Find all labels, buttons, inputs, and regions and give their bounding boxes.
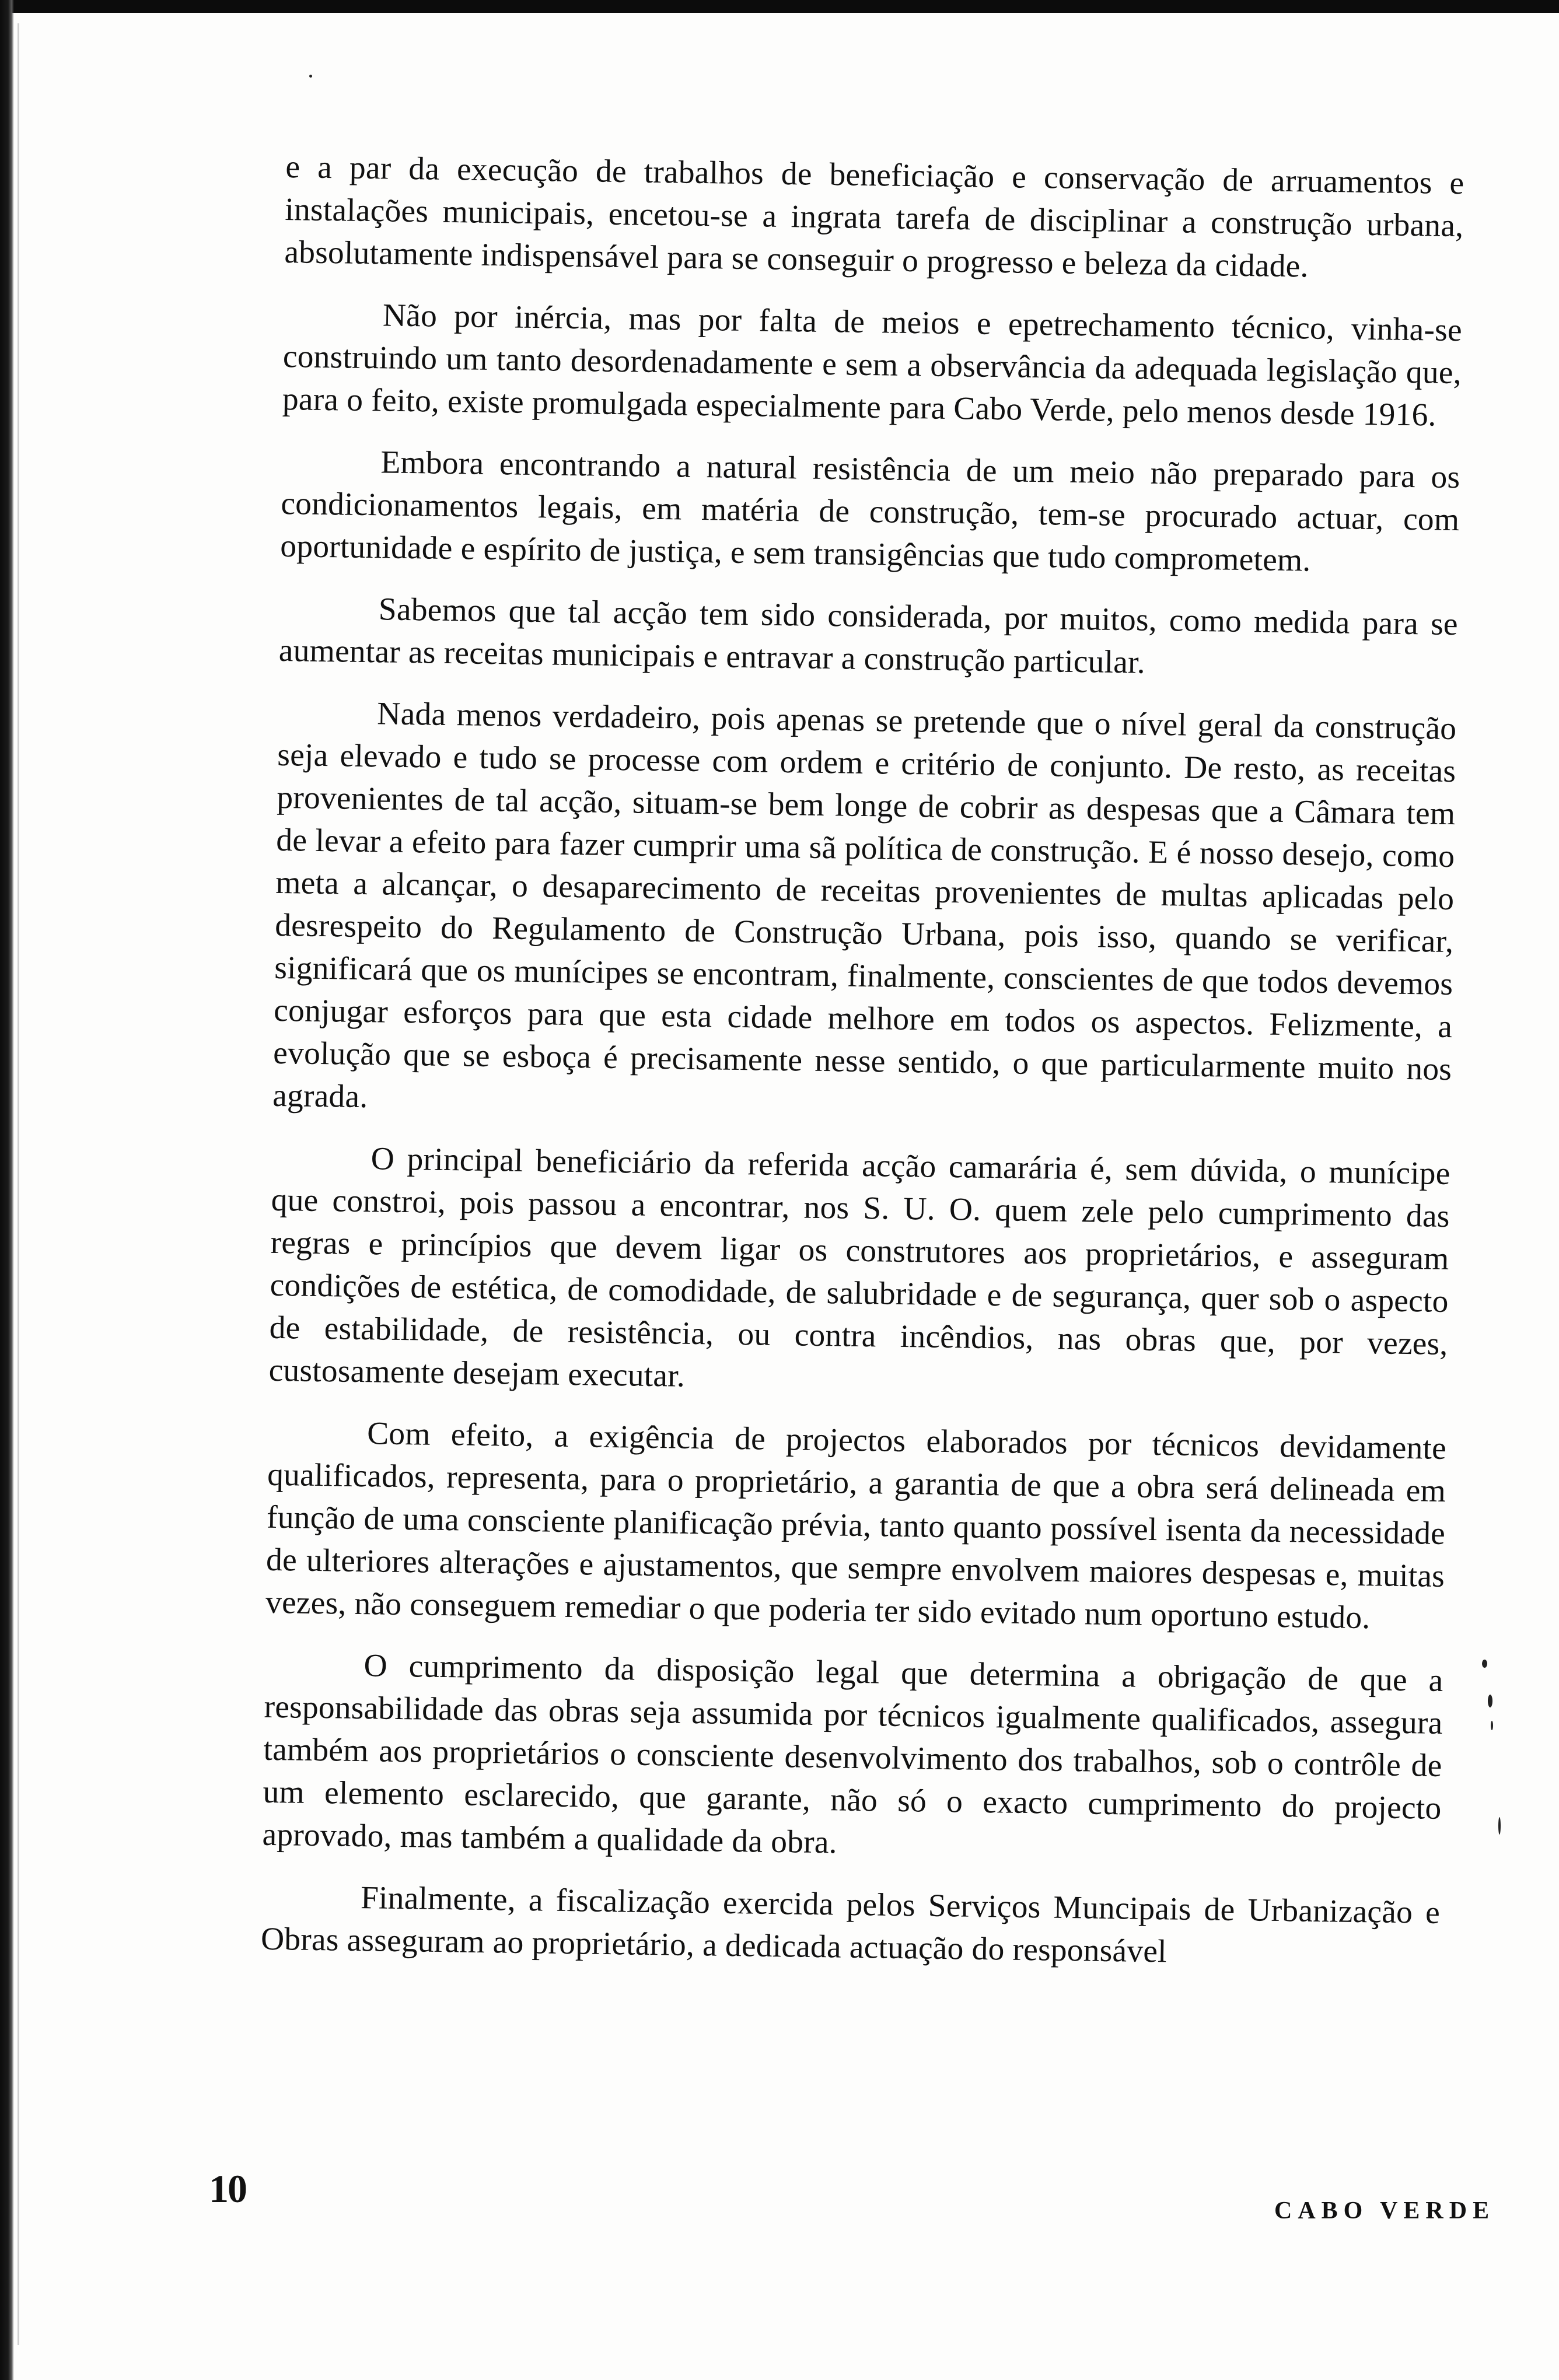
scan-speck: [1491, 1721, 1493, 1730]
scan-speck: [1498, 1817, 1501, 1835]
paragraph: Não por inércia, mas por falta de meios e epetrechamento técnico, vinha-se construindo um tanto desordenadamente e sem a observância da adequada legislação que, para o feito, existe promulgada especialmente para Cabo Verde, pelo menos desde 1916.: [282, 298, 1463, 433]
paragraph: O principal beneficiário da referida acção camarária é, sem dúvida, o munícipe que constroi, pois passou a encontrar, nos S. U. O. quem zele pelo cumprimento das regras e princípios que devem ligar os construtores aos proprietários, e asseguram condições de estética, de comodidade, de salubridade e de segurança, quer sob o aspecto de estabilidade, de resistência, ou contra incêndios, nas obras que, por vezes, custosamente desejam executar.: [268, 1141, 1451, 1394]
article-body: [260, 146, 1464, 1996]
running-title: CABO VERDE: [1274, 2197, 1495, 2224]
scan-speck: [1488, 1695, 1492, 1707]
paragraph: Sabemos que tal acção tem sido considerada, por muitos, como medida para se aumentar as receitas municipais e entravar a construção particular.: [278, 592, 1459, 681]
paragraph: Com efeito, a exigência de projectos elaborados por técnicos devidamente qualificados, representa, para o proprietário, a garantia de que a obra será delineada em função de uma consciente planificação prévia, tanto quanto possível isenta da necessidade de ulteriores alterações e ajustamentos, que sempre envolvem maiores despesas e, muitas vezes, não conseguem remediar o que poderia ter sido evitado num oportuno estudo.: [265, 1416, 1447, 1636]
scan-top-border: [0, 0, 1559, 13]
paragraph: O cumprimento da disposição legal que determina a obrigação de que a responsabilidade das obras seja assumida por técnicos igualmente qualificados, assegura também aos proprietários o consciente desenvolvimento dos trabalhos, sob o contrôle de um elemento esclarecido, que garante, não só o exacto cumprimento do projecto aprovado, mas também a qualidade da obra.: [262, 1648, 1443, 1861]
scan-left-shadow-line: [18, 23, 19, 2345]
scan-speck: [309, 75, 312, 78]
paragraph: Finalmente, a fiscalização exercida pelos Serviços Muncipais de Urbanização e Obras asseguram ao proprietário, a dedicada actuação do responsável: [260, 1880, 1441, 1970]
scan-left-border: [0, 0, 14, 2380]
paragraph: e a par da execução de trabalhos de beneficiação e conservação de arruamentos e instalações municipais, encetou-se a ingrata tarefa de disciplinar a construção urbana, absolutamente indispensável para se conseguir o progresso e beleza da cidade.: [284, 149, 1464, 285]
paragraph: Nada menos verdadeiro, pois apenas se pretende que o nível geral da construção seja elevado e tudo se processe com ordem e critério de conjunto. De resto, as receitas provenientes de tal acção, situam-se bem longe de cobrir as despesas que a Câmara tem de levar a efeito para fazer cumprir uma sã política de construção. E é nosso desejo, como meta a alcançar, o desaparecimento de receitas provenientes de multas aplicadas pelo desrespeito do Regulamento de Construção Urbana, pois isso, quando se verificar, significará que os munícipes se encontram, finalmente, conscientes de que todos devemos conjugar esforços para que esta cidade melhore em todos os aspectos. Felizmente, a evolução que se esboça é precisamente nesse sentido, o que particularmente muito nos agrada.: [272, 696, 1457, 1115]
scan-speck: [1482, 1660, 1487, 1668]
page-number: 10: [209, 2166, 246, 2211]
paragraph: Embora encontrando a natural resistência de um meio não preparado para os condicionamentos legais, em matéria de construção, tem-se procurado actuar, com oportunidade e espírito de justiça, e sem transigências que tudo comprometem.: [279, 444, 1460, 579]
